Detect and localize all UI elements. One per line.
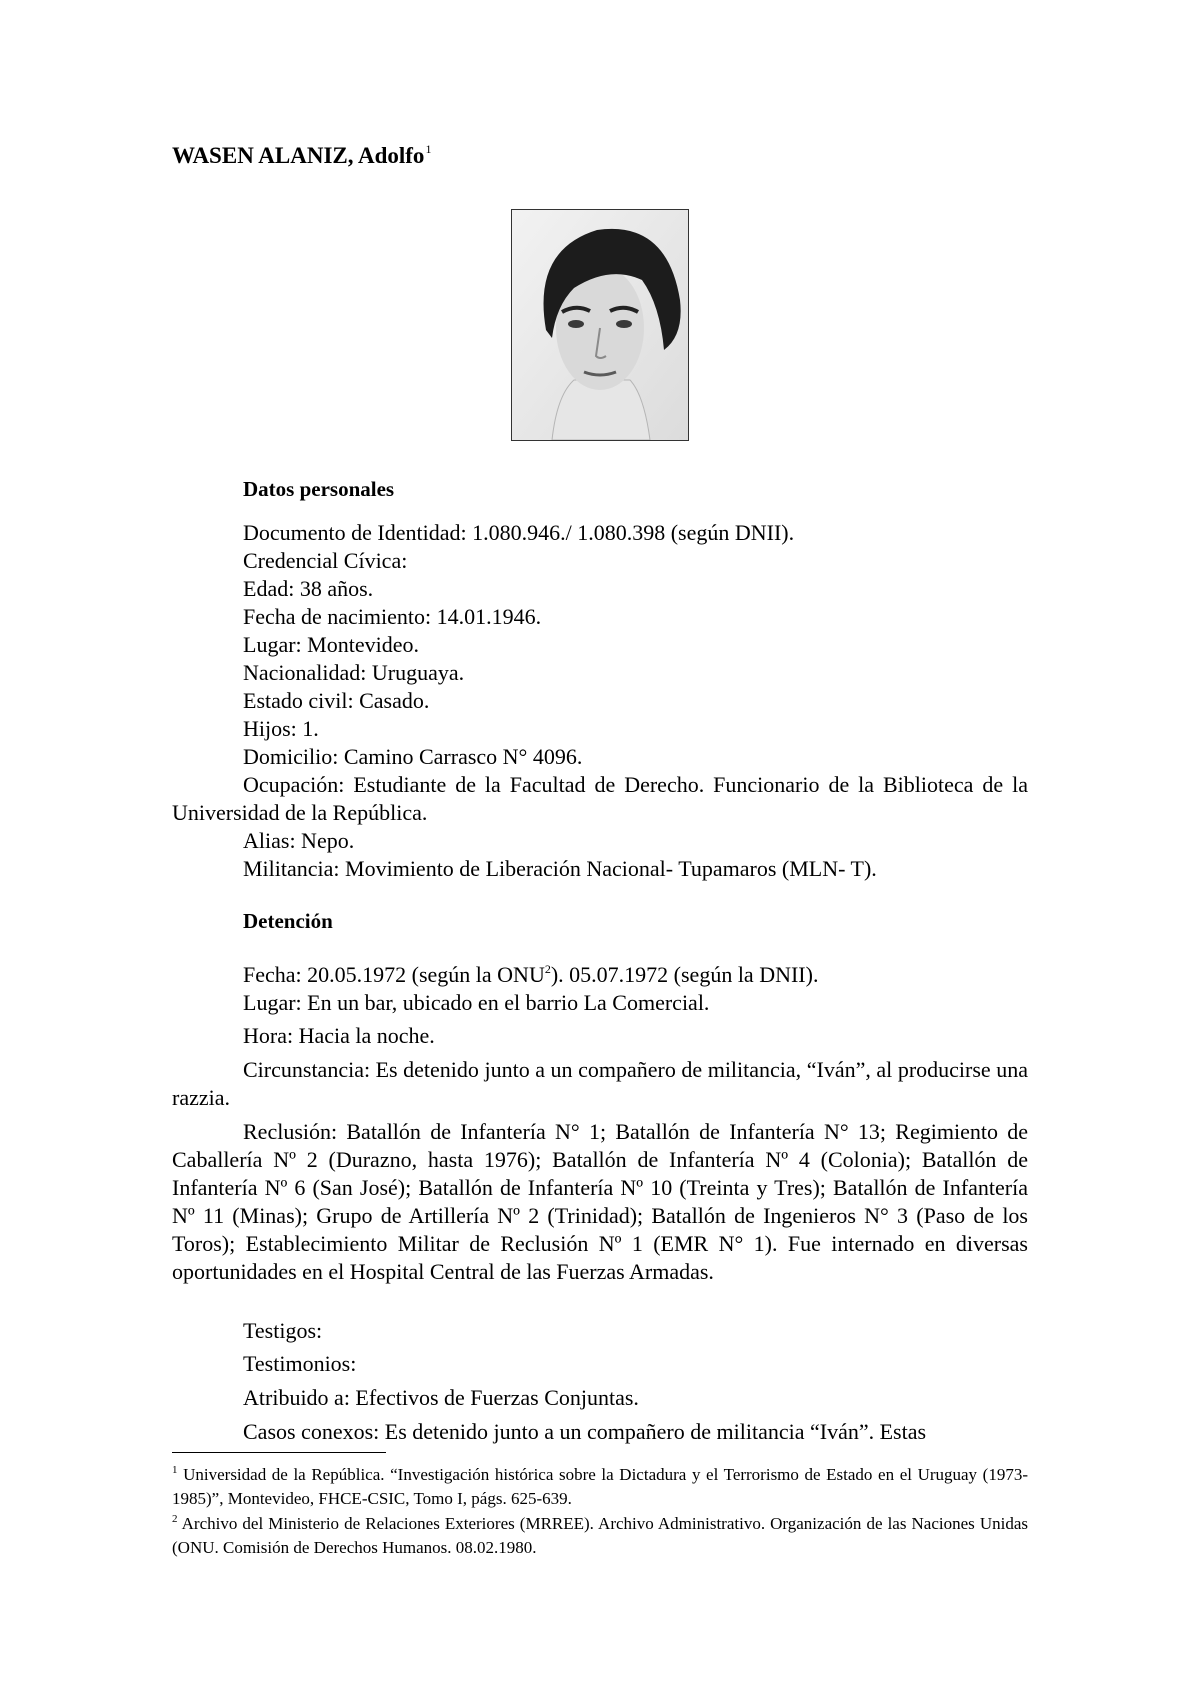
footnote-1 — [172, 1458, 1028, 1511]
detention-date-text-b: ). 05.07.1972 (según la DNII). — [550, 962, 819, 987]
civic-credential-line: Credencial Cívica: — [243, 548, 408, 573]
detention-time-paragraph: Hora: Hacia la noche. — [243, 1023, 435, 1048]
portrait-image — [512, 210, 688, 440]
section-heading-detencion: Detención — [243, 909, 333, 933]
civil-status-line: Estado civil: Casado. — [243, 688, 430, 713]
footnote-1-number: 1 — [172, 1464, 178, 1476]
id-document-line: Documento de Identidad: 1.080.946./ 1.080.398 (según DNII). — [243, 520, 795, 545]
footnote-1-text: Universidad de la República. “Investigación histórica sobre la Dictadura y el Terrorismo de Estado en el Uruguay (1973-1985)”, Montevideo, FHCE-CSIC, Tomo I, págs. 625-639. — [172, 1465, 1028, 1508]
footnote-2-text: Archivo del Ministerio de Relaciones Exteriores (MRREE). Archivo Administrativo. Organización de las Naciones Unidas (ONU. Comisión de Derechos Humanos. 08.02.1980. — [172, 1514, 1028, 1557]
reclusion-paragraph: Reclusión: Batallón de Infantería N° 1; Batallón de Infantería N° 13; Regimiento de Caballería Nº 2 (Durazno, hasta 1976); Batallón de Infantería Nº 4 (Colonia); Batallón de Infantería Nº 6 (San José); Batallón de Infantería Nº 10 (Treinta y Tres); Batallón de Infantería Nº 11 (Minas); Grupo de Artillería Nº 2 (Trinidad); Batallón de Ingenieros N° 3 (Paso de los Toros); Establecimiento Militar de Reclusión Nº 1 (EMR N° 1). Fue internado en diversas oportunidades en el Hospital Central de las Fuerzas Armadas. — [172, 1119, 1028, 1284]
footnote-2 — [172, 1507, 1028, 1560]
testimonies-paragraph: Testimonios: — [243, 1351, 357, 1376]
footnote-divider — [172, 1452, 386, 1453]
nationality-line: Nacionalidad: Uruguaya. — [243, 660, 465, 685]
militancy-line: Militancia: Movimiento de Liberación Nacional- Tupamaros (MLN- T). — [243, 856, 877, 881]
portrait-photo — [511, 209, 689, 441]
footnote-ref-1[interactable]: 1 — [425, 142, 432, 156]
age-line: Edad: 38 años. — [243, 576, 374, 601]
section-heading-datos: Datos personales — [243, 477, 395, 501]
birth-date-line: Fecha de nacimiento: 14.01.1946. — [243, 604, 542, 629]
address-line: Domicilio: Camino Carrasco N° 4096. — [243, 744, 583, 769]
birthplace-line: Lugar: Montevideo. — [243, 632, 419, 657]
footnote-2-number: 2 — [172, 1513, 178, 1525]
children-line: Hijos: 1. — [243, 716, 319, 741]
attributed-paragraph: Atribuido a: Efectivos de Fuerzas Conjuntas. — [243, 1385, 639, 1410]
alias-line: Alias: Nepo. — [243, 828, 355, 853]
occupation-paragraph: Ocupación: Estudiante de la Facultad de Derecho. Funcionario de la Biblioteca de la Universidad de la República. — [172, 772, 1028, 825]
detention-date-paragraph — [172, 955, 1028, 989]
witnesses-paragraph: Testigos: — [243, 1318, 323, 1343]
circumstance-paragraph: Circunstancia: Es detenido junto a un compañero de militancia, “Iván”, al producirse una razzia. — [172, 1057, 1028, 1110]
footnote-ref-2[interactable]: 2 — [544, 962, 551, 976]
related-cases-paragraph: Casos conexos: Es detenido junto a un compañero de militancia “Iván”. Estas — [243, 1419, 927, 1444]
person-name-heading — [172, 142, 431, 169]
person-name: WASEN ALANIZ, Adolfo — [172, 143, 425, 168]
detention-place-paragraph: Lugar: En un bar, ubicado en el barrio La Comercial. — [243, 990, 710, 1015]
detention-date-text-a: Fecha: 20.05.1972 (según la ONU — [243, 962, 545, 987]
